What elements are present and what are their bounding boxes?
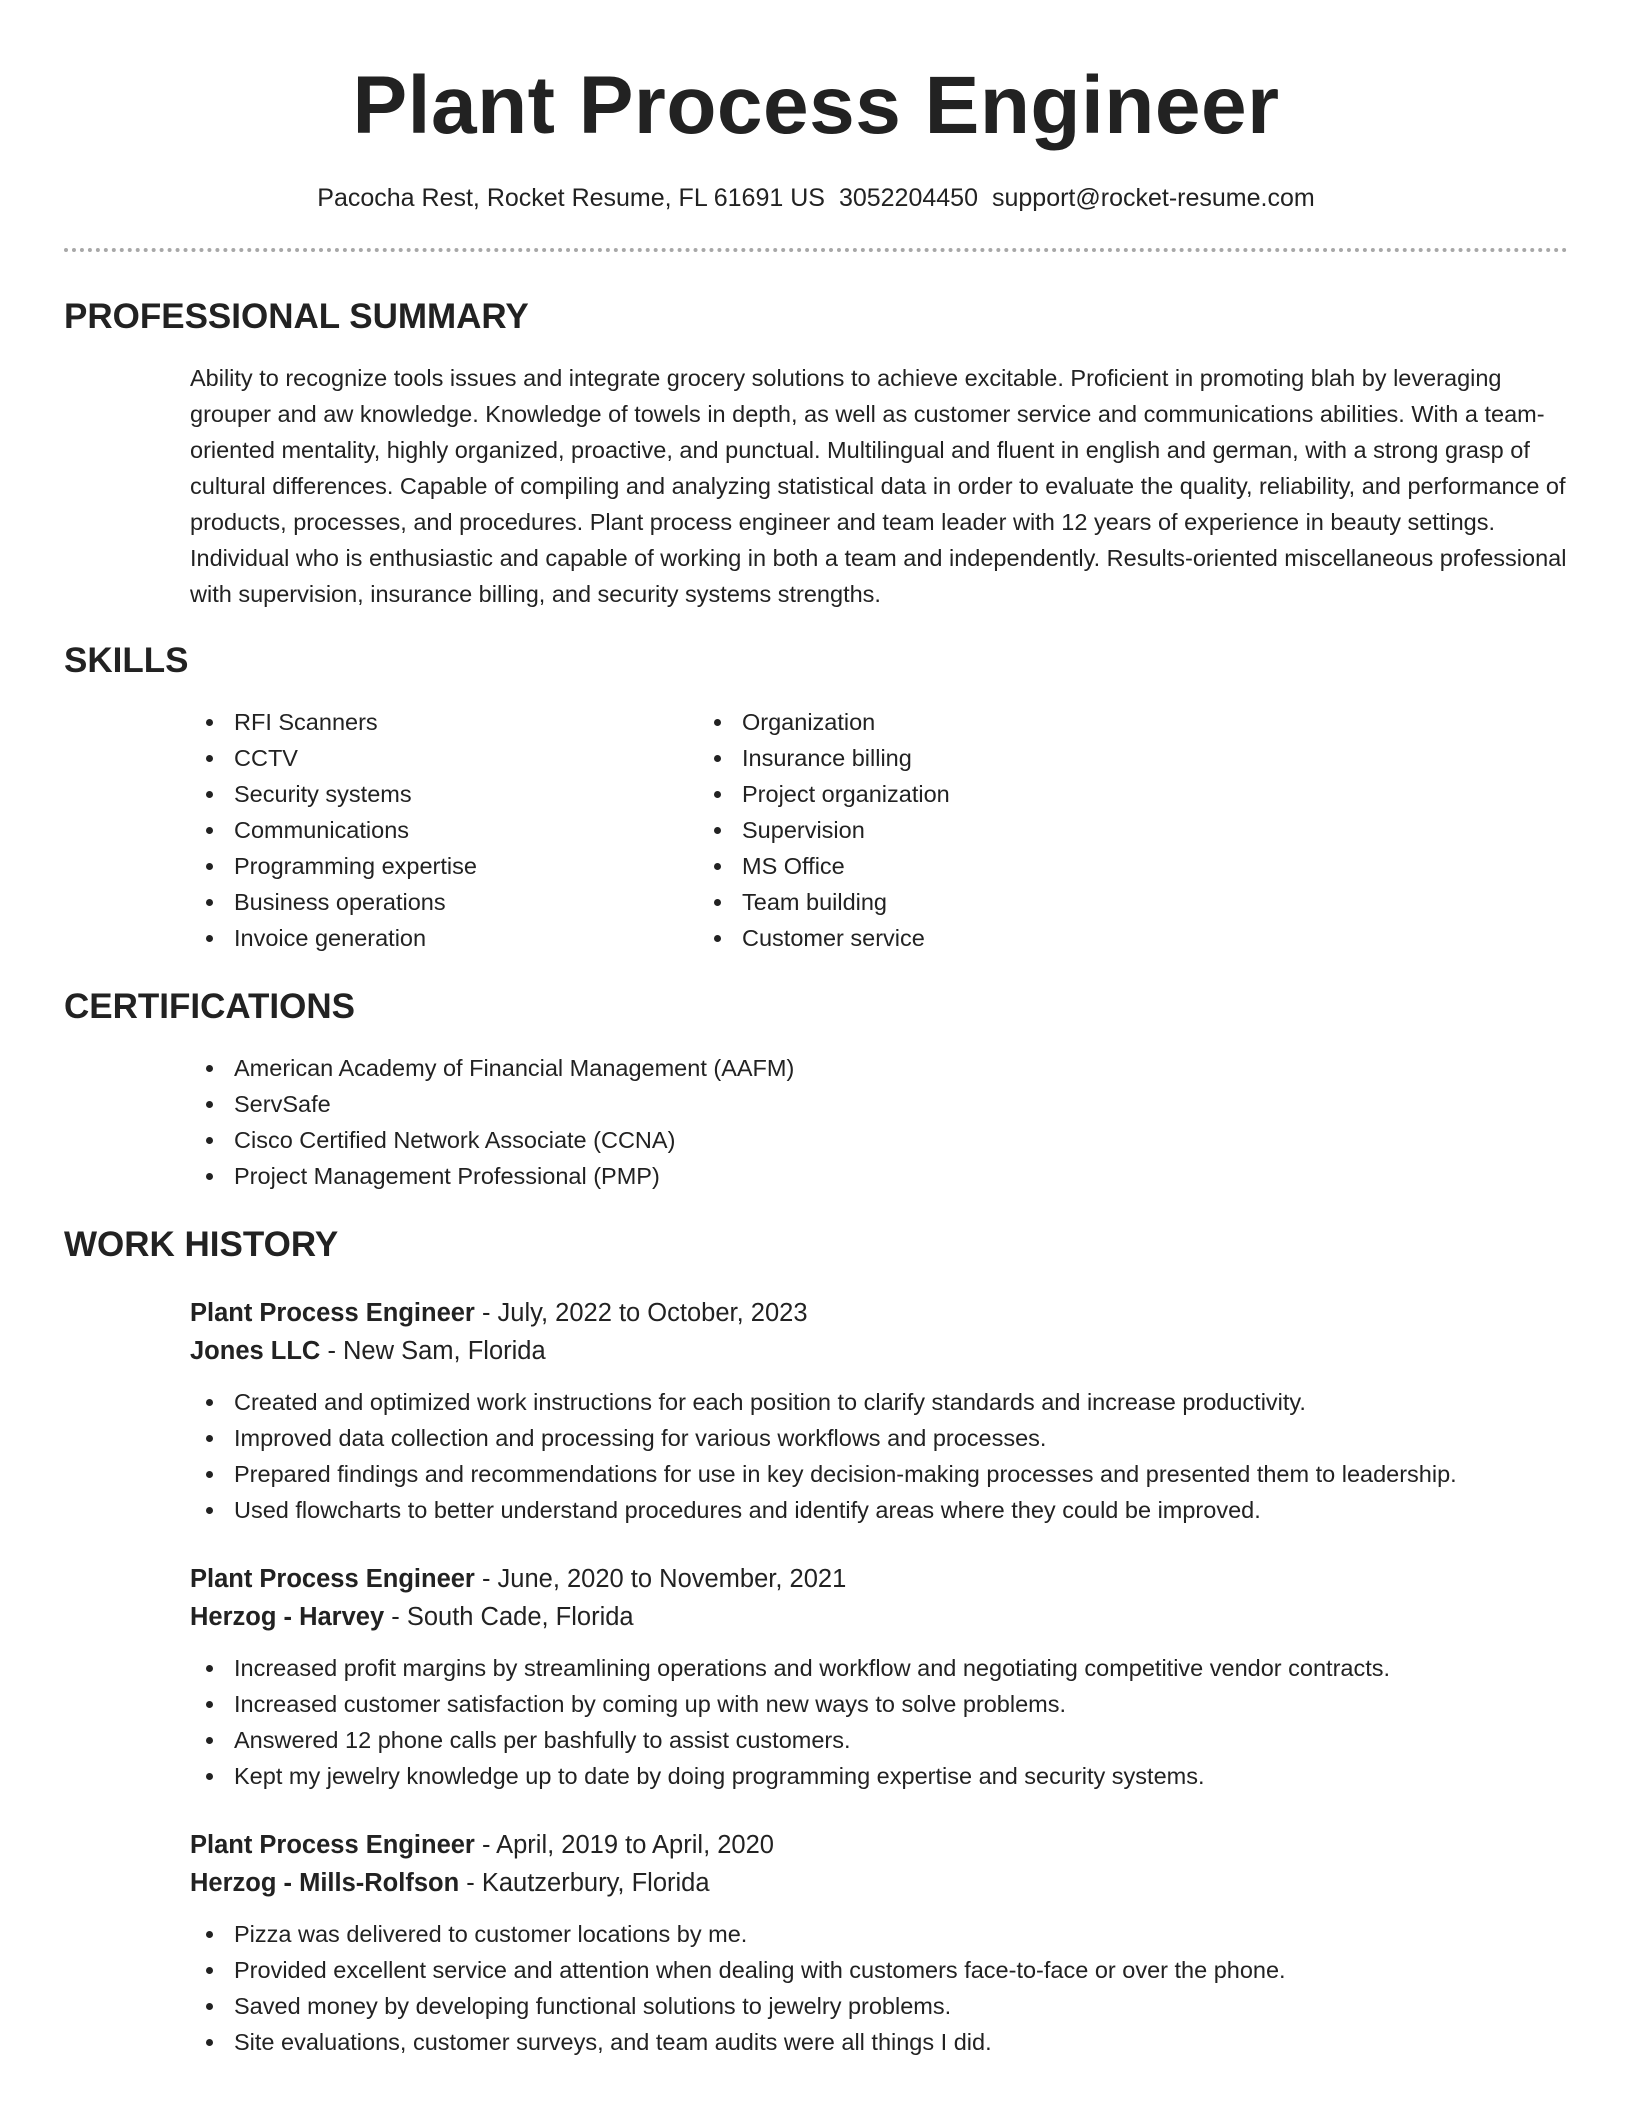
job-title-line — [190, 1294, 1568, 1332]
skill-item: Supervision — [742, 812, 950, 848]
job-location: - New Sam, Florida — [320, 1337, 546, 1365]
contact-email: support@rocket-resume.com — [991, 184, 1315, 212]
summary-heading: PROFESSIONAL SUMMARY — [64, 297, 529, 336]
skill-item: CCTV — [64, 740, 742, 776]
certification-item: Project Management Professional (PMP) — [64, 1158, 1568, 1194]
skill-item: Customer service — [742, 920, 950, 956]
certifications-list — [64, 1050, 1568, 1194]
skill-item: Communications — [64, 812, 742, 848]
job-title-line — [190, 1826, 1568, 1864]
resume-name: Plant Process Engineer — [352, 60, 1280, 151]
job-bullet: Increased profit margins by streamlining operations and workflow and negotiating competitive vendor contracts. — [190, 1650, 1568, 1686]
job-bullet: Site evaluations, customer surveys, and team audits were all things I did. — [190, 2024, 1568, 2060]
job-bullet: Saved money by developing functional solutions to jewelry problems. — [190, 1988, 1568, 2024]
certifications-heading: CERTIFICATIONS — [64, 987, 356, 1026]
certification-item: American Academy of Financial Management (AAFM) — [64, 1050, 1568, 1086]
job-company-line — [190, 1864, 1568, 1902]
job-bullet: Improved data collection and processing for various workflows and processes. — [190, 1420, 1568, 1456]
job-company: Herzog - Mills-Rolfson — [190, 1869, 460, 1897]
skills-list-right — [742, 704, 950, 956]
job-bullet: Kept my jewelry knowledge up to date by doing programming expertise and security systems. — [190, 1758, 1568, 1794]
skill-item: MS Office — [742, 848, 950, 884]
skills-list-left — [64, 704, 742, 956]
skill-item: Team building — [742, 884, 950, 920]
job-bullet: Answered 12 phone calls per bashfully to assist customers. — [190, 1722, 1568, 1758]
work-history-heading: WORK HISTORY — [64, 1225, 339, 1264]
job-entry — [190, 1294, 1568, 1528]
job-company-line — [190, 1332, 1568, 1370]
job-dates: - June, 2020 to November, 2021 — [474, 1565, 847, 1593]
contact-phone: 3052204450 — [838, 184, 978, 212]
certification-item: Cisco Certified Network Associate (CCNA) — [64, 1122, 1568, 1158]
job-company: Jones LLC — [190, 1337, 321, 1365]
job-company-line — [190, 1598, 1568, 1636]
job-bullets — [190, 1650, 1568, 1794]
job-bullet: Increased customer satisfaction by coming up with new ways to solve problems. — [190, 1686, 1568, 1722]
header-divider — [64, 248, 1568, 252]
skills-heading: SKILLS — [64, 641, 189, 680]
job-title-line — [190, 1560, 1568, 1598]
job-bullets — [190, 1916, 1568, 2060]
skill-item: Organization — [742, 704, 950, 740]
job-bullet: Prepared findings and recommendations for use in key decision-making processes and presented them to leadership. — [190, 1456, 1568, 1492]
skill-item: Insurance billing — [742, 740, 950, 776]
job-bullet: Created and optimized work instructions for each position to clarify standards and increase productivity. — [190, 1384, 1568, 1420]
skill-item: Invoice generation — [64, 920, 742, 956]
job-bullet: Provided excellent service and attention when dealing with customers face-to-face or over the phone. — [190, 1952, 1568, 1988]
certification-item: ServSafe — [64, 1086, 1568, 1122]
job-location: - South Cade, Florida — [384, 1603, 634, 1631]
job-company: Herzog - Harvey — [190, 1603, 385, 1631]
job-entry — [190, 1560, 1568, 1794]
contact-line — [64, 182, 1568, 214]
job-title: Plant Process Engineer — [190, 1831, 475, 1859]
job-bullet: Used flowcharts to better understand procedures and identify areas where they could be improved. — [190, 1492, 1568, 1528]
skill-item: Business operations — [64, 884, 742, 920]
skill-item: Project organization — [742, 776, 950, 812]
job-dates: - April, 2019 to April, 2020 — [474, 1831, 774, 1859]
skill-item: Programming expertise — [64, 848, 742, 884]
skill-item: RFI Scanners — [64, 704, 742, 740]
job-bullet: Pizza was delivered to customer locations by me. — [190, 1916, 1568, 1952]
job-dates: - July, 2022 to October, 2023 — [474, 1299, 808, 1327]
job-location: - Kautzerbury, Florida — [459, 1869, 710, 1897]
contact-address: Pacocha Rest, Rocket Resume, FL 61691 US — [317, 184, 825, 212]
summary-text: Ability to recognize tools issues and integrate grocery solutions to achieve excitable. Proficient in promoting blah by leveraging grouper and aw knowledge. Knowledge of towels in depth, as well as customer service and communications abilities. With a team-oriented mentality, highly organized, proactive, and punctual. Multilingual and fluent in english and german, with a strong grasp of cultural differences. Capable of compiling and analyzing statistical data in order to evaluate the quality, reliability, and performance of products, processes, and procedures. Plant process engineer and team leader with 12 years of experience in beauty settings. Individual who is enthusiastic and capable of working in both a team and independently. Results-oriented miscellaneous professional with supervision, insurance billing, and security systems strengths. — [190, 365, 1567, 607]
skills-columns — [64, 704, 1568, 956]
job-title: Plant Process Engineer — [190, 1565, 475, 1593]
job-title: Plant Process Engineer — [190, 1299, 475, 1327]
job-entry — [190, 1826, 1568, 2060]
job-bullets — [190, 1384, 1568, 1528]
skill-item: Security systems — [64, 776, 742, 812]
